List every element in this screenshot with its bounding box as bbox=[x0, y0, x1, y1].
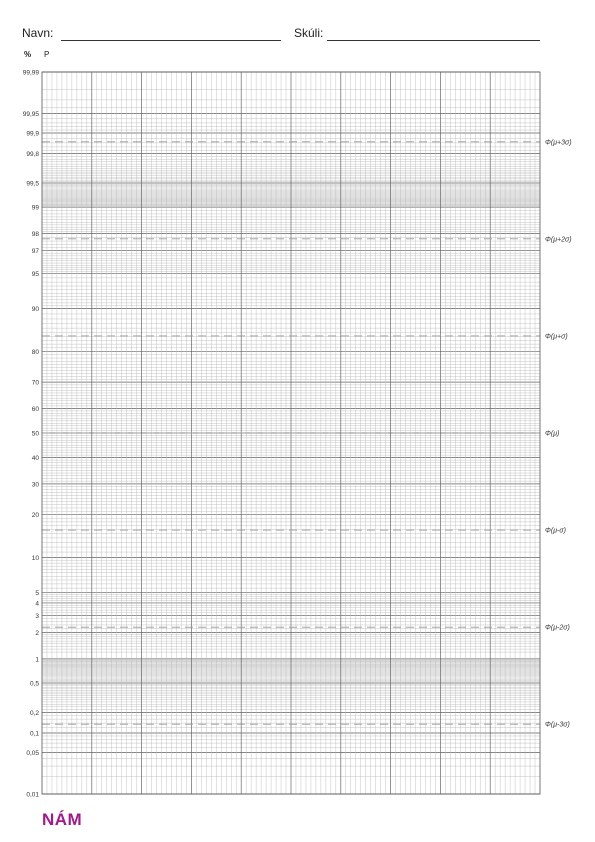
percent-tick-label: 99,5 bbox=[26, 180, 39, 188]
nam-logo: NÁM bbox=[42, 810, 83, 829]
percent-tick-label: 99,99 bbox=[22, 69, 39, 77]
percent-tick-label: 99,95 bbox=[22, 111, 39, 119]
percent-tick-label: 50 bbox=[31, 430, 39, 438]
percent-tick-label: 10 bbox=[31, 554, 39, 562]
percent-tick-label: 0,05 bbox=[26, 749, 39, 757]
percent-tick-label: 80 bbox=[31, 348, 39, 356]
name-label: Navn: bbox=[22, 26, 54, 40]
sigma-label: Φ(μ-3σ) bbox=[545, 721, 570, 729]
percent-tick-label: 99,9 bbox=[26, 130, 39, 138]
percent-tick-label: 60 bbox=[31, 405, 39, 413]
percent-tick-label: 30 bbox=[31, 481, 39, 489]
percent-tick-label: 1 bbox=[35, 656, 39, 664]
percent-tick-label: 5 bbox=[35, 590, 39, 598]
percent-axis-label: % bbox=[24, 50, 32, 59]
sigma-label: Φ(μ+σ) bbox=[545, 333, 568, 341]
sigma-label: Φ(μ) bbox=[545, 430, 560, 438]
percent-tick-label: 40 bbox=[31, 455, 39, 463]
sigma-label: Φ(μ+3σ) bbox=[545, 139, 572, 147]
percent-tick-label: 0,1 bbox=[29, 730, 39, 738]
percent-tick-label: 4 bbox=[35, 600, 39, 608]
percent-tick-label: 99,8 bbox=[26, 151, 39, 159]
school-label: Skúli: bbox=[294, 26, 324, 40]
percent-tick-label: 2 bbox=[35, 629, 39, 637]
percent-tick-label: 70 bbox=[31, 379, 39, 387]
percent-tick-label: 98 bbox=[31, 231, 39, 239]
percent-tick-label: 20 bbox=[31, 512, 39, 520]
sigma-label: Φ(μ-2σ) bbox=[545, 624, 570, 632]
percent-tick-label: 97 bbox=[31, 247, 39, 255]
percent-tick-label: 95 bbox=[31, 270, 39, 278]
percent-tick-label: 0,01 bbox=[26, 791, 39, 799]
sigma-label: Φ(μ+2σ) bbox=[545, 236, 572, 244]
sigma-label: Φ(μ-σ) bbox=[545, 527, 566, 535]
percent-tick-label: 3 bbox=[35, 613, 39, 621]
percent-tick-label: 99 bbox=[31, 204, 39, 212]
percent-tick-label: 0,5 bbox=[29, 680, 39, 688]
percent-tick-label: 0,2 bbox=[29, 709, 39, 717]
percent-tick-label: 90 bbox=[31, 306, 39, 314]
probability-axis-label: P bbox=[44, 50, 50, 59]
